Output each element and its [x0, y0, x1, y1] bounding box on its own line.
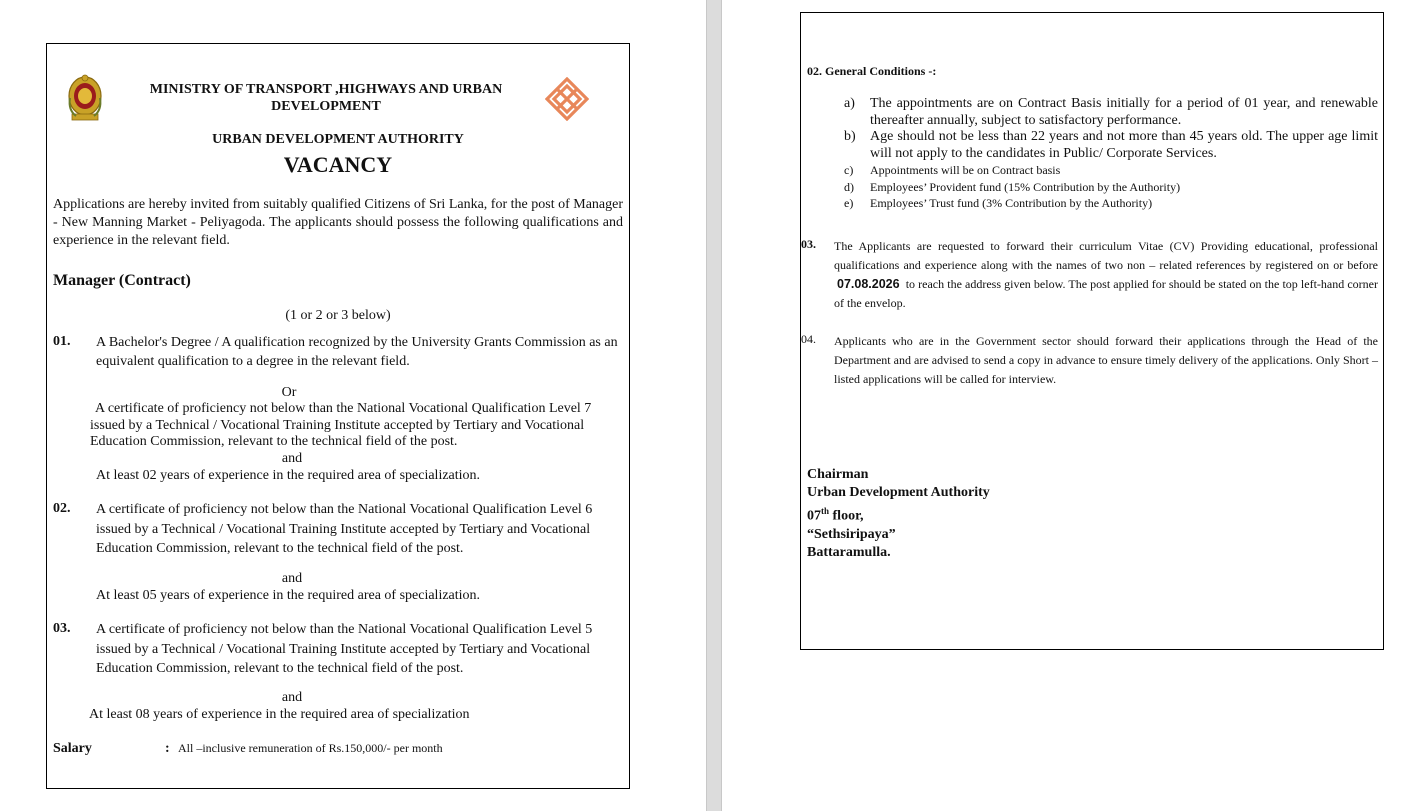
choice-note: (1 or 2 or 3 below) — [285, 308, 391, 323]
qualification-text: A Bachelor's Degree / A qualification recognized by the University Grants Commission as an equivalent qualification to a degree in the relevant field. — [96, 335, 618, 369]
vacancy-title: VACANCY — [283, 152, 393, 177]
address-line: Battaramulla. — [807, 544, 891, 560]
item-number: 03. — [53, 621, 71, 636]
national-emblem-icon — [66, 72, 104, 124]
general-conditions-heading: 02. General Conditions -: — [807, 64, 937, 78]
and-separator: and — [281, 571, 303, 586]
experience-requirement: At least 05 years of experience in the required area of specialization. — [96, 588, 481, 603]
or-separator: Or — [281, 385, 297, 400]
general-conditions-list — [844, 96, 1378, 212]
ministry-heading: MINISTRY OF TRANSPORT ,HIGHWAYS AND URBAN DEVELOPMENT — [149, 82, 503, 114]
condition-item: a) The appointments are on Contract Basis initially for a period of 01 year, and renewable thereafter annually, subject to satisfactory performance. — [844, 96, 1378, 128]
post-title: Manager (Contract) — [53, 272, 191, 289]
qualification-alternative: A certificate of proficiency not below than the National Vocational Qualification Level 7 issued by a Technical / Vocational Training Institute accepted by Tertiary and Vocational Education Commission, relevant to the technical field of the post. — [90, 401, 592, 449]
condition-item: c) Appointments will be on Contract basis — [844, 163, 1061, 177]
uda-logo-icon — [545, 77, 589, 121]
page-gutter — [706, 0, 722, 811]
and-separator: and — [281, 451, 303, 466]
condition-item: e) Employees’ Trust fund (3% Contribution by the Authority) — [844, 196, 1153, 210]
section-03-number: 03. — [801, 237, 816, 251]
address-line: Chairman — [807, 467, 869, 482]
address-block — [807, 466, 990, 562]
deadline-date: 07.08.2026 — [837, 277, 900, 291]
address-line: 07th floor, — [807, 506, 864, 524]
and-separator: and — [281, 690, 303, 705]
salary-label: Salary — [53, 741, 92, 756]
condition-item: b) Age should not be less than 22 years and not more than 45 years old. The upper age limit will not apply to the candidates in Public/ Corporate Services. — [844, 129, 1378, 161]
qualification-text: A certificate of proficiency not below than the National Vocational Qualification Level 6 issued by a Technical / Vocational Training Institute accepted by Tertiary and Vocational Education Commission, relevant to the technical field of the post. — [96, 502, 593, 556]
qualification-text: A certificate of proficiency not below than the National Vocational Qualification Level 5 issued by a Technical / Vocational Training Institute accepted by Tertiary and Vocational Education Commission, relevant to the technical field of the post. — [96, 622, 593, 676]
item-number: 02. — [53, 501, 71, 516]
section-03-text: The Applicants are requested to forward their curriculum Vitae (CV) Providing educational, professional qualifications and experience along with the names of two non – related references by registered on or before 07.08.2026 to reach the address given below. The post applied for should be stated on the top left-hand corner of the envelop. — [834, 239, 1378, 310]
section-04-text: Applicants who are in the Government sector should forward their applications through the Head of the Department and are advised to send a copy in advance to ensure timely delivery of the applications. Only Short – listed applications will be called for interview. — [834, 334, 1378, 386]
authority-heading: URBAN DEVELOPMENT AUTHORITY — [212, 132, 464, 147]
intro-paragraph: Applications are hereby invited from suitably qualified Citizens of Sri Lanka, for the post of Manager - New Manning Market - Peliyagoda. The applicants should possess the following qualifications and experience in the relevant field. — [53, 197, 623, 248]
condition-item: d) Employees’ Provident fund (15% Contribution by the Authority) — [844, 179, 1181, 194]
salary-value: All –inclusive remuneration of Rs.150,000/- per month — [178, 741, 443, 755]
experience-requirement: At least 08 years of experience in the required area of specialization — [89, 707, 470, 722]
salary-colon: : — [165, 741, 170, 756]
experience-requirement: At least 02 years of experience in the required area of specialization. — [96, 468, 481, 483]
address-line: “Sethsiripaya” — [807, 526, 896, 542]
section-04-number: 04. — [801, 332, 816, 346]
address-line: Urban Development Authority — [807, 485, 990, 500]
item-number: 01. — [53, 334, 71, 349]
